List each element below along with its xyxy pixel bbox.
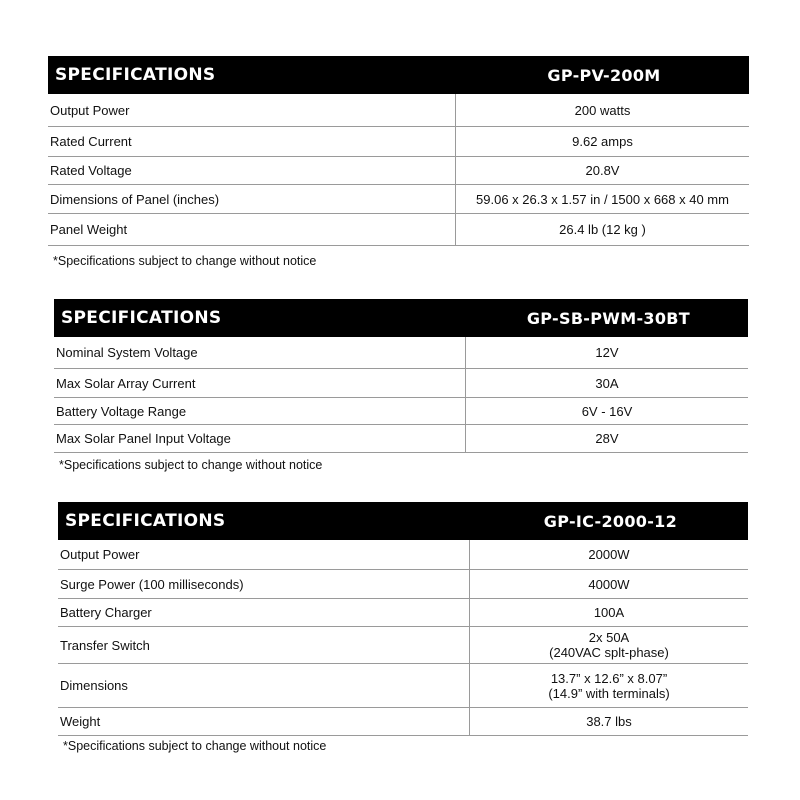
spec-table-charge-controller bbox=[54, 299, 748, 453]
row-value: 9.62 amps bbox=[572, 134, 633, 149]
table-row bbox=[48, 185, 749, 214]
table-heading: SPECIFICATIONS bbox=[65, 511, 226, 531]
row-label: Transfer Switch bbox=[58, 627, 470, 663]
disclaimer-note: *Specifications subject to change without notice bbox=[53, 254, 317, 268]
row-label: Output Power bbox=[48, 94, 456, 126]
table-row bbox=[58, 570, 748, 599]
row-value: 20.8V bbox=[585, 163, 620, 178]
row-value bbox=[470, 714, 748, 729]
row-value: 59.06 x 26.3 x 1.57 in / 1500 x 668 x 40 mm bbox=[476, 191, 729, 207]
table-row bbox=[58, 664, 748, 708]
row-value: 12V bbox=[595, 345, 619, 360]
disclaimer-note: *Specifications subject to change without notice bbox=[63, 739, 327, 753]
row-value bbox=[470, 547, 748, 562]
row-value-line2: (14.9” with terminals) bbox=[548, 685, 670, 701]
row-label: Nominal System Voltage bbox=[54, 337, 466, 368]
table-heading: SPECIFICATIONS bbox=[61, 308, 222, 328]
table-row bbox=[54, 425, 748, 453]
row-value-line1: 13.7” x 12.6” x 8.07” bbox=[550, 670, 668, 686]
row-value: 26.4 lb (12 kg ) bbox=[559, 222, 646, 237]
row-value bbox=[470, 605, 748, 620]
spec-table-solar-panel bbox=[48, 56, 749, 246]
row-value bbox=[470, 671, 748, 701]
model-name: GP-IC-2000-12 bbox=[543, 511, 678, 531]
table-row bbox=[48, 157, 749, 185]
row-value-text: 38.7 lbs bbox=[586, 714, 632, 729]
row-label: Surge Power (100 milliseconds) bbox=[58, 570, 470, 598]
row-value: 28V bbox=[595, 431, 619, 446]
table-row bbox=[58, 708, 748, 736]
disclaimer-note: *Specifications subject to change without notice bbox=[59, 458, 323, 472]
row-label: Weight bbox=[58, 708, 470, 735]
row-value: 200 watts bbox=[574, 102, 631, 118]
model-name: GP-SB-PWM-30BT bbox=[526, 308, 690, 328]
row-label: Battery Charger bbox=[58, 599, 470, 626]
table-header bbox=[54, 299, 748, 337]
spec-table-inverter-charger bbox=[58, 502, 748, 736]
row-value bbox=[470, 577, 748, 592]
table-row bbox=[48, 214, 749, 246]
row-label: Rated Current bbox=[48, 127, 456, 156]
table-header bbox=[58, 502, 748, 540]
row-label: Output Power bbox=[58, 540, 470, 569]
row-value: 6V - 16V bbox=[581, 403, 633, 419]
row-label: Max Solar Array Current bbox=[54, 369, 466, 397]
model-name: GP-PV-200M bbox=[547, 65, 661, 85]
row-value-text: 100A bbox=[593, 605, 625, 620]
table-header bbox=[48, 56, 749, 94]
table-row bbox=[58, 540, 748, 570]
table-row bbox=[58, 627, 748, 664]
row-label: Rated Voltage bbox=[48, 157, 456, 184]
table-row bbox=[48, 94, 749, 127]
row-label: Dimensions of Panel (inches) bbox=[48, 185, 456, 213]
row-label: Dimensions bbox=[58, 664, 470, 707]
row-value: 30A bbox=[595, 375, 619, 391]
row-value bbox=[470, 630, 748, 660]
table-heading: SPECIFICATIONS bbox=[55, 65, 216, 85]
row-value-line2: (240VAC splt-phase) bbox=[549, 645, 669, 660]
row-value-text: 2000W bbox=[588, 547, 630, 562]
row-value-text: 4000W bbox=[588, 576, 630, 592]
table-row bbox=[54, 369, 748, 398]
row-value-line1: 2x 50A bbox=[588, 630, 630, 645]
table-row bbox=[48, 127, 749, 157]
table-row bbox=[58, 599, 748, 627]
table-row bbox=[54, 337, 748, 369]
row-label: Battery Voltage Range bbox=[54, 398, 466, 424]
row-label: Panel Weight bbox=[48, 214, 456, 245]
row-label: Max Solar Panel Input Voltage bbox=[54, 425, 466, 452]
table-row bbox=[54, 398, 748, 425]
